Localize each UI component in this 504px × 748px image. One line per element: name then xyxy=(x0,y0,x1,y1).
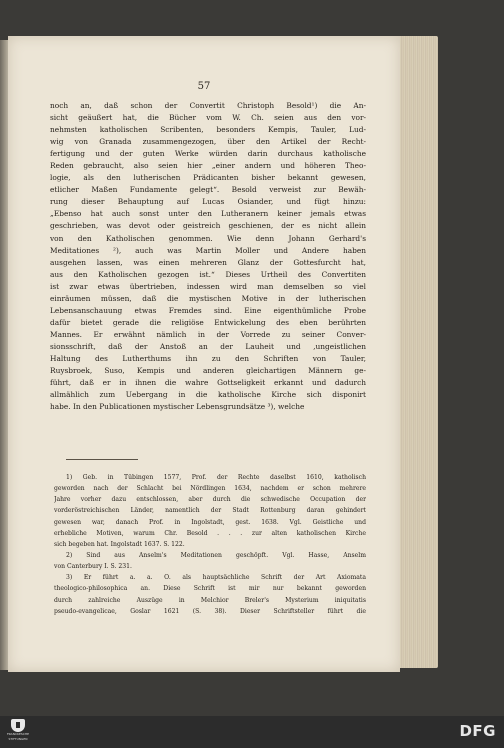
text-line: sionsschrift, daß der Anstoß an der Lauheit und ‚ungeistlichen xyxy=(50,341,366,351)
footnote-line: von Canterbury I. S. 231. xyxy=(54,563,132,571)
footnote-line: sich begeben hat. Ingolstadt 1637. S. 122. xyxy=(54,540,185,548)
text-line: noch an, daß schon der Convertit Christoph Besold¹) die An- xyxy=(50,101,366,110)
text-line: logie, als den lutherischen Prädicanten bisher bekannt gewesen, xyxy=(50,173,366,183)
logo-text-line-1: FRANCKESCHE xyxy=(6,732,30,736)
footnote-line: geworden nach der Schlacht bei Nördlingen 1634, nachdem er schon mehrere xyxy=(54,485,366,493)
text-line: von den Katholischen genommen. Wie denn Johann Gerhard's xyxy=(50,233,366,243)
main-text xyxy=(50,100,366,413)
text-line: Lebensanschauung etwas Fremdes sind. Eine eigenthümliche Probe xyxy=(50,305,366,315)
text-line: sicht geäußert hat, die Bücher vom W. Ch. seien aus den vor- xyxy=(50,113,366,123)
text-line: ausgehen lassen, was einen mehreren Glanz der Gottesfurcht hat, xyxy=(50,257,366,267)
viewer-footer-bar xyxy=(0,716,504,748)
footnote-line: gewesen war, danach Prof. in Ingolstadt, gest. 1638. Vgl. Geistliche und xyxy=(54,518,366,526)
dfg-logo: DFG xyxy=(459,722,496,740)
text-line: allmählich zum Uebergang in die katholische Kirche sich disponirt xyxy=(50,390,366,400)
text-line: wig von Granada zusammengezogen, über den Artikel der Recht- xyxy=(50,137,366,147)
text-line: Meditationes ²), auch was Martin Moller und Andere haben xyxy=(50,245,366,255)
text-line: geschrieben, was devot oder geistreich geschienen, der es nicht allein xyxy=(50,221,366,231)
text-line: Reden gebraucht, also seien hier „einer andern und höheren Theo- xyxy=(50,161,366,171)
footnote-line: 1) Geb. in Tübingen 1577, Prof. der Rechte daselbst 1610, katholisch xyxy=(66,474,366,481)
text-line: dafür bietet gerade die religiöse Entwickelung des eben berührten xyxy=(50,317,366,327)
text-line: nehmsten katholischen Scribenten, besonders Kempis, Tauler, Lud- xyxy=(50,125,366,135)
text-line: Mannes. Er erwähnt nämlich in der Vorrede zu seiner Conver- xyxy=(50,329,366,339)
page-number: 57 xyxy=(197,81,211,92)
text-line: rung dieser Behauptung auf Lucas Osiander, und fügt hinzu: xyxy=(50,197,366,207)
footnote-line: erhebliche Motiven, warum Chr. Besold . . . zur alten katholischen Kirche xyxy=(54,529,366,537)
text-line: führt, daß er in ihnen die wahre Gottseligkeit erkannt und dadurch xyxy=(50,378,366,388)
footnote-line: durch zahlreiche Auszüge in Melchior Breler's Mysterium iniquitatis xyxy=(54,596,366,604)
footnote-line: theologico-philosophica an. Diese Schrift ist mir nur bekannt geworden xyxy=(54,585,366,593)
text-line: etlicher Maßen Fundamente gelegt“. Besold verweist zur Bewäh- xyxy=(50,185,366,195)
footnote-line: Jahre vorher dazu entschlossen, aber durch die schwedische Occupation der xyxy=(54,496,366,504)
footnote-divider xyxy=(66,459,138,460)
text-line: fertigung und der guten Werke würden darin durchaus katholische xyxy=(50,149,366,159)
footnote-line: pseudo-evangelicae, Goslar 1621 (S. 38). Dieser Schriftsteller führt die xyxy=(54,607,366,615)
crest-icon xyxy=(11,719,25,732)
text-line: „Ebenso hat auch sonst unter den Lutheranern keiner jemals etwas xyxy=(50,209,366,219)
logo-text-line-2: STIFTUNGEN xyxy=(8,736,28,741)
book-page xyxy=(8,36,400,672)
text-line: Haltung des Lutherthums ihn zu den Schriften von Tauler, xyxy=(50,353,366,363)
franckesche-stiftungen-logo xyxy=(4,719,32,745)
footnote-line: 2) Sind aus Anselm's Meditationen geschöpft. Vgl. Hasse, Anselm xyxy=(66,551,366,559)
text-line: aus den Katholischen gezogen ist.“ Dieses Urtheil des Convertiten xyxy=(50,269,366,279)
footnote-line: 3) Er führt a. a. O. als hauptsächliche Schrift der Art Axiomata xyxy=(66,574,366,582)
text-line: Ruysbroek, Suso, Kempis und anderen gleichartigen Männern ge- xyxy=(50,366,366,376)
text-line: habe. In den Publicationen mystischer Lebensgrundsätze ³), welche xyxy=(50,402,305,412)
text-line: einräumen müssen, daß die mystischen Motive in der lutherischen xyxy=(50,293,366,303)
text-line: ist zwar etwas übertrieben, indessen wird man demselben so viel xyxy=(50,281,366,291)
footnotes xyxy=(54,472,366,617)
page-stack-edge xyxy=(394,36,438,668)
footnote-line: vorderöstreichischen Länder, namentlich der Stadt Rottenburg daran gehindert xyxy=(54,507,366,515)
